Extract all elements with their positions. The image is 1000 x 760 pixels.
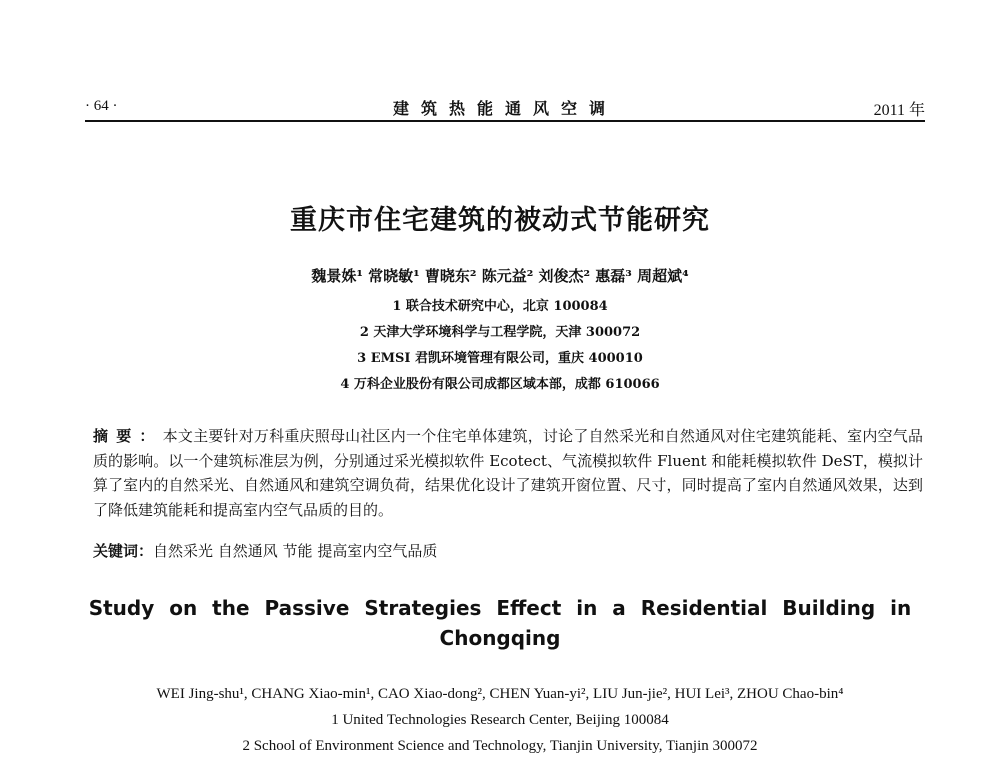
- keywords-text: 自然采光 自然通风 节能 提高室内空气品质: [153, 542, 438, 560]
- abstract-label: 摘要：: [93, 427, 163, 445]
- keywords-label: 关键词：: [93, 542, 154, 560]
- chinese-affiliation: 4 万科企业股份有限公司成都区域本部，成都 610066: [340, 377, 660, 392]
- header-rule: [85, 120, 925, 122]
- chinese-affiliation: 1 联合技术研究中心，北京 100084: [392, 299, 608, 314]
- chinese-affiliation: 2 天津大学环境科学与工程学院，天津 300072: [359, 325, 641, 340]
- english-authors: WEI Jing-shu¹, CHANG Xiao-min¹, CAO Xiao-dong², CHEN Yuan-yi², LIU Jun-jie², HUI Lei³, ZHOU Chao-bin⁴: [156, 686, 844, 702]
- abstract-text: 本文主要针对万科重庆照母山社区内一个住宅单体建筑，讨论了自然采光和自然通风对住宅建筑能耗、室内空气品质的影响。以一个建筑标准层为例，分别通过采光模拟软件 Ecotect、气流模拟软件 Fluent 和能耗模拟软件 DeST，模拟计算了室内的自然采光、自然通风和建筑空调负荷，结果优化设计了建筑开窗位置、尺寸，同时提高了室内自然通风效果，达到了降低建筑能耗和提高室内空气品质的目的。: [93, 427, 923, 519]
- page-number: · 64 ·: [85, 98, 118, 114]
- chinese-title: 重庆市住宅建筑的被动式节能研究: [290, 205, 710, 236]
- publication-year: 2011 年: [873, 102, 925, 119]
- chinese-affiliation: 3 EMSI 君凯环境管理有限公司，重庆 400010: [357, 351, 643, 366]
- english-affiliation: 2 School of Environment Science and Technology, Tianjin University, Tianjin 300072: [242, 738, 758, 754]
- keywords: [93, 540, 923, 561]
- chinese-authors: 魏景姝¹ 常晓敏¹ 曹晓东² 陈元益² 刘俊杰² 惠磊³ 周超斌⁴: [311, 267, 689, 285]
- english-affiliation: 1 United Technologies Research Center, Beijing 100084: [331, 712, 669, 728]
- journal-name: 建筑热能通风空调: [392, 99, 617, 118]
- english-title: Study on the Passive Strategies Effect in a Residential Building in Chongqing: [88, 596, 912, 650]
- running-header: [85, 94, 925, 120]
- abstract: [93, 424, 923, 522]
